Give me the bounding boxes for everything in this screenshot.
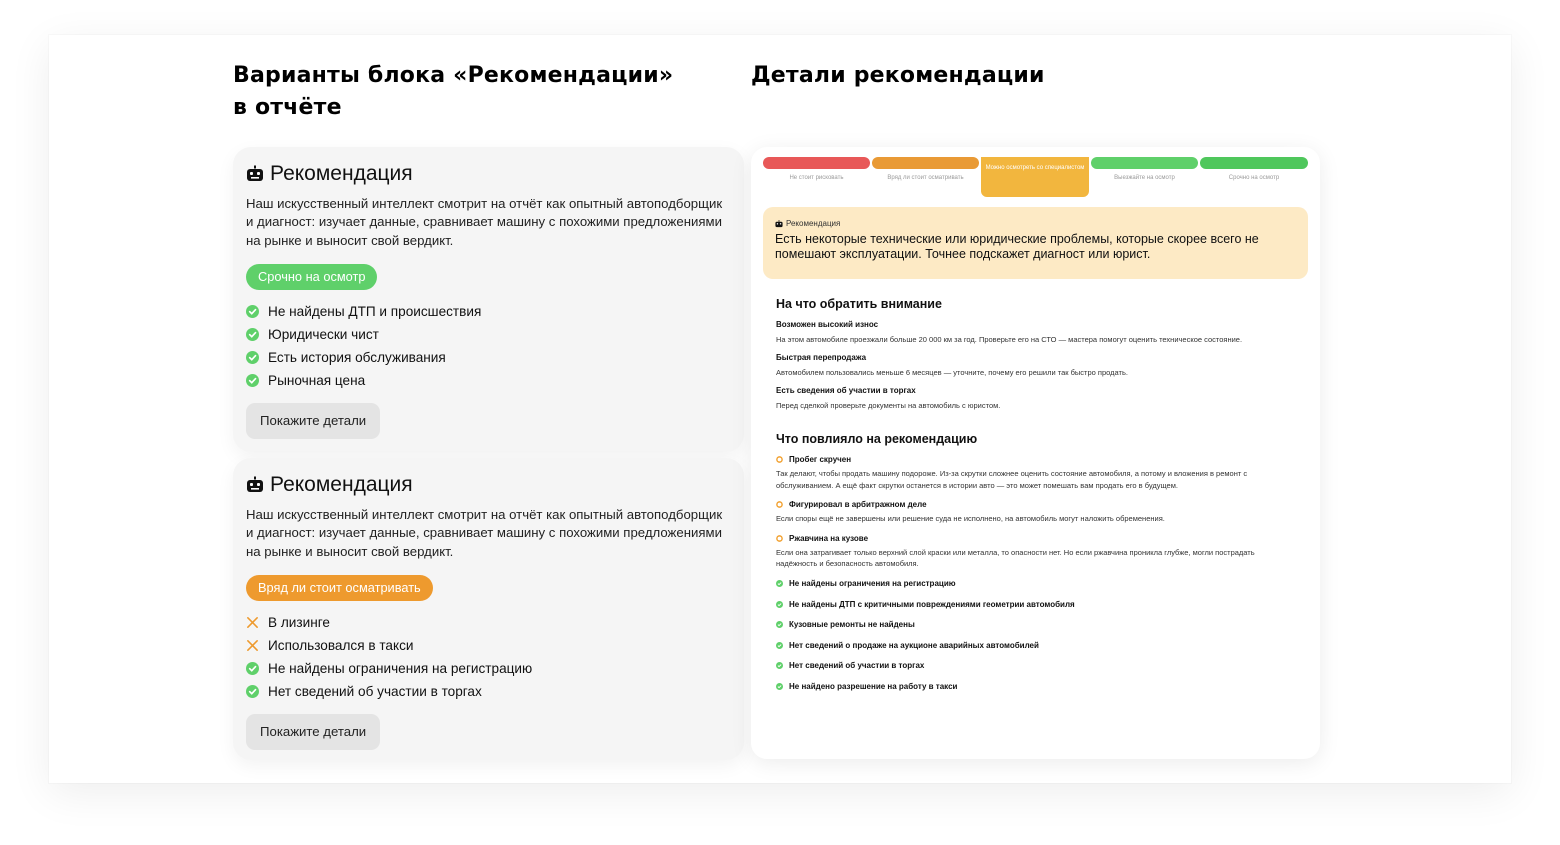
show-details-button[interactable]: Покажите детали (246, 714, 380, 750)
check-icon (776, 621, 783, 628)
verdict-label: Рекомендация (786, 219, 841, 228)
check-icon (246, 662, 259, 675)
verdict-scale (763, 157, 1308, 207)
cross-icon (246, 616, 259, 629)
card-header (246, 472, 731, 498)
attention-item: Есть сведения об участии в торгах Перед сделкой проверьте документы на автомобиль с юристом. (776, 386, 1001, 410)
list-item: Не найдены ограничения на регистрацию (763, 574, 1308, 595)
list-item: Нет сведений о продаже на аукционе аварийных автомобилей (763, 635, 1308, 656)
list-item: Не найдены ограничения на регистрацию (246, 657, 731, 680)
warning-dot-icon (776, 501, 783, 508)
check-icon (776, 662, 783, 669)
check-icon (776, 642, 783, 649)
scale-segment-go-inspect[interactable]: Выезжайте на осмотр (1091, 157, 1198, 197)
recommendation-detail-panel (751, 147, 1320, 759)
influence-item: Фигурировал в арбитражном деле Если споры ещё не завершены или решение суда не исполнено, на автомобиль могут наложить обременения. (776, 500, 1165, 523)
attention-item: Быстрая перепродажа Автомобилем пользовались меньше 6 месяцев — уточните, почему его решили так быстро продать. (776, 353, 1128, 377)
right-section-title: Детали рекомендации (751, 63, 1045, 88)
facts-list (246, 611, 731, 703)
influence-item: Ржавчина на кузове Если она затрагивает только верхний слой краски или металла, то опасности нет. Но если ржавчина проникла глубже, могли пострадать надёжность и безопасность автомобиля. (776, 533, 1255, 568)
left-section-title: Варианты блока «Рекомендации» в отчёте (233, 63, 674, 120)
list-item: Рыночная цена (246, 369, 731, 392)
list-item: Есть история обслуживания (246, 346, 731, 369)
warning-dot-icon (776, 456, 783, 463)
scale-segment-not-worth-risk[interactable]: Не стоит рисковать (763, 157, 870, 197)
recommendation-card-urgent (233, 147, 744, 452)
check-icon (246, 374, 259, 387)
card-header (246, 161, 731, 187)
robot-icon (775, 220, 783, 228)
check-icon (776, 580, 783, 587)
check-icon (246, 351, 259, 364)
ok-list (763, 574, 1308, 697)
list-item: Не найдено разрешение на работу в такси (763, 676, 1308, 697)
influence-heading: Что повлияло на рекомендацию (776, 432, 978, 446)
verdict-text: Есть некоторые технические или юридические проблемы, которые скорее всего не помешают эксплуатации. Точнее подскажет диагност или юрист. (775, 232, 1259, 261)
robot-icon (246, 476, 264, 494)
recommendation-card-unlikely (233, 458, 744, 760)
list-item: Юридически чист (246, 323, 731, 346)
check-icon (776, 683, 783, 690)
check-icon (776, 601, 783, 608)
cross-icon (246, 639, 259, 652)
list-item: В лизинге (246, 611, 731, 634)
verdict-badge: Срочно на осмотр (246, 264, 377, 290)
check-icon (246, 328, 259, 341)
verdict-summary-box (763, 207, 1308, 279)
scale-segment-urgent[interactable]: Срочно на осмотр (1200, 157, 1308, 197)
card-description: Наш искусственный интеллект смотрит на отчёт как опытный автоподборщик и диагност: изучает данные, сравнивает машину с похожими предложениями на рынке и выносит свой вердикт. (246, 507, 723, 559)
scale-segment-with-specialist[interactable]: Можно осмотреть со специалистом (981, 157, 1089, 197)
influence-item: Пробег скручен Так делают, чтобы продать машину подороже. Из-за скрутки сложнее оценить состояние автомобиля, а потому и вложения в ремонт с обслуживанием. А ещё факт скрутки останется в истории авто — это может помешать вам продать его в будущем. (776, 455, 1248, 490)
verdict-badge: Вряд ли стоит осматривать (246, 575, 433, 601)
show-details-button[interactable]: Покажите детали (246, 403, 380, 439)
attention-item: Возможен высокий износ На этом автомобиле проезжали больше 20 000 км за год. Проверьте его на СТО — мастера помогут оценить техническое состояние. (776, 320, 1243, 344)
check-icon (246, 685, 259, 698)
list-item: Не найдены ДТП с критичными повреждениями геометрии автомобиля (763, 594, 1308, 615)
facts-list (246, 300, 731, 392)
robot-icon (246, 165, 264, 183)
warning-dot-icon (776, 535, 783, 542)
list-item: Не найдены ДТП и происшествия (246, 300, 731, 323)
card-title: Рекомендация (270, 473, 413, 496)
attention-heading: На что обратить внимание (776, 297, 942, 311)
card-description: Наш искусственный интеллект смотрит на отчёт как опытный автоподборщик и диагност: изучает данные, сравнивает машину с похожими предложениями на рынке и выносит свой вердикт. (246, 196, 723, 248)
card-title: Рекомендация (270, 162, 413, 185)
list-item: Нет сведений об участии в торгах (763, 656, 1308, 677)
scale-segment-unlikely[interactable]: Вряд ли стоит осматривать (872, 157, 979, 197)
list-item: Кузовные ремонты не найдены (763, 615, 1308, 636)
check-icon (246, 305, 259, 318)
list-item: Использовался в такси (246, 634, 731, 657)
list-item: Нет сведений об участии в торгах (246, 680, 731, 703)
